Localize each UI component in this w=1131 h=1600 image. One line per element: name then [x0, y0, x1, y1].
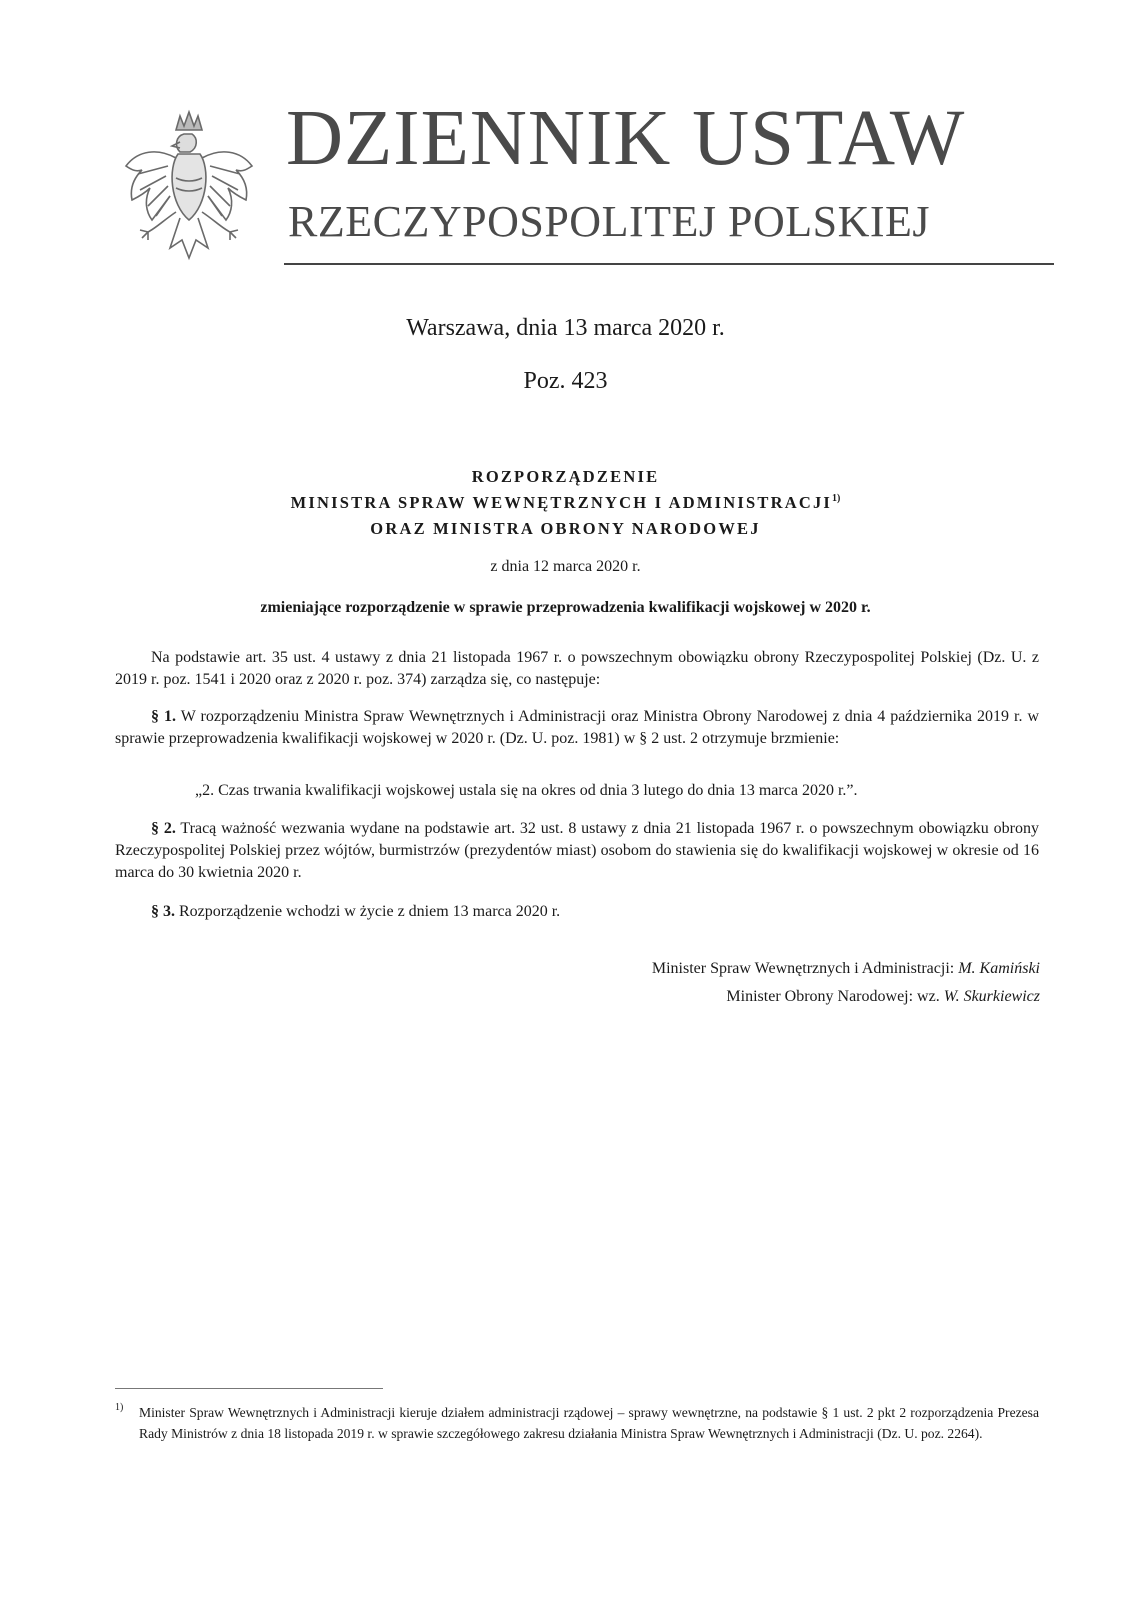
preamble-text: Na podstawie art. 35 ust. 4 ustawy z dnia 21 listopada 1967 r. o powszechnym obowiązku obrony Rzeczypospolitej Polskiej (Dz. U. z 2019 r. poz. 1541 i 2020 oraz z 2020 r. poz. 374) zarządza się, co następuje: [115, 649, 1039, 688]
act-issuer-line2: ORAZ MINISTRA OBRONY NARODOWEJ [370, 519, 761, 538]
section-1-paragraph [115, 706, 1039, 750]
preamble [115, 647, 1039, 691]
position-number: Poz. 423 [523, 368, 608, 394]
section-3-text: Rozporządzenie wchodzi w życie z dniem 13 marca 2020 r. [175, 903, 561, 920]
section-2-paragraph [115, 818, 1039, 884]
section-1 [115, 706, 1039, 750]
section-3-paragraph [115, 901, 1039, 923]
act-date: z dnia 12 marca 2020 r. [490, 558, 641, 575]
act-issuer-line1 [0, 490, 1131, 516]
journal-subtitle: RZECZYPOSPOLITEJ POLSKIEJ [288, 197, 930, 246]
signature-2-name: W. Skurkiewicz [943, 988, 1040, 1005]
journal-title: DZIENNIK USTAW [286, 95, 966, 182]
signature-1-name: M. Kamiński [958, 960, 1040, 977]
signature-2-role: Minister Obrony Narodowej: wz. [726, 988, 944, 1005]
publication-date: Warszawa, dnia 13 marca 2020 r. [406, 315, 725, 341]
section-2 [115, 818, 1039, 884]
section-3 [115, 901, 1039, 923]
act-issuer-line1-text: MINISTRA SPRAW WEWNĘTRZNYCH I ADMINISTRACJI [290, 493, 833, 512]
signature-1-role: Minister Spraw Wewnętrznych i Administracji: [651, 960, 959, 977]
footnote-mark: 1) [115, 1402, 124, 1413]
act-type: ROZPORZĄDZENIE [471, 467, 660, 486]
act-heading [0, 464, 1131, 542]
footnote-text: Minister Spraw Wewnętrznych i Administracji kieruje działem administracji rządowej – sprawy wewnętrzne, na podstawie § 1 ust. 2 pkt 2 rozporządzenia Prezesa Rady Ministrów z dnia 18 listopada 2019 r. w sprawie szczegółowego zakresu działania Ministra Spraw Wewnętrznych i Administracji (Dz. U. poz. 2264). [139, 1405, 1039, 1441]
footnote-reference: 1) [832, 493, 841, 504]
signature-interior-minister [450, 958, 1040, 980]
section-1-text: W rozporządzeniu Ministra Spraw Wewnętrznych i Administracji oraz Ministra Obrony Narodowej z dnia 4 października 2019 r. w sprawie przeprowadzenia kwalifikacji wojskowej w 2020 r. (Dz. U. poz. 1981) w § 2 ust. 2 otrzymuje brzmienie: [115, 708, 1040, 747]
section-3-label: § 3. [151, 903, 175, 920]
section-1-quote: „2. Czas trwania kwalifikacji wojskowej ustala się na okres od dnia 3 lutego do dnia 13 marca 2020 r.”. [195, 782, 858, 799]
signature-defence-minister [450, 986, 1040, 1008]
header-divider [284, 263, 1054, 265]
polish-eagle-emblem-icon [118, 108, 260, 268]
act-subject: zmieniające rozporządzenie w sprawie przeprowadzenia kwalifikacji wojskowej w 2020 r. [260, 599, 871, 616]
footnote-divider [115, 1388, 383, 1389]
section-2-label: § 2. [151, 820, 176, 837]
section-1-label: § 1. [151, 708, 176, 725]
section-2-text: Tracą ważność wezwania wydane na podstawie art. 32 ust. 8 ustawy z dnia 21 listopada 1967 r. o powszechnym obowiązku obrony Rzeczypospolitej Polskiej przez wójtów, burmistrzów (prezydentów miast) osobom do stawienia się do kwalifikacji wojskowej w okresie od 16 marca do 30 kwietnia 2020 r. [115, 820, 1039, 881]
